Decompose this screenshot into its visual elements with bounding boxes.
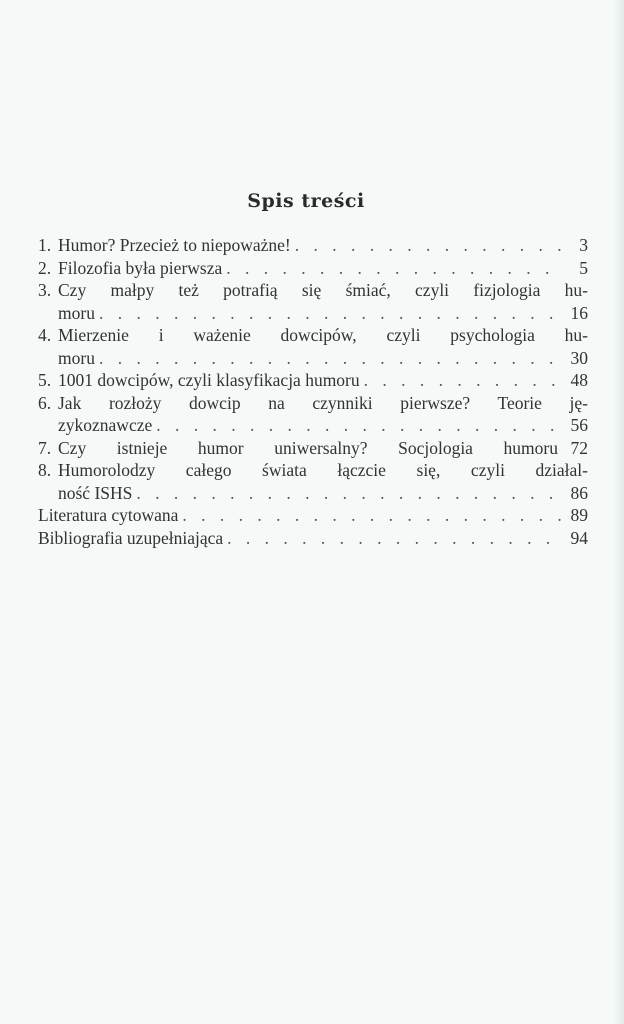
toc-entry — [38, 324, 588, 369]
dot-leader — [136, 482, 564, 505]
entry-title: Bibliografia uzupełniająca — [38, 527, 224, 548]
toc-entry — [38, 257, 588, 280]
entry-page: 30 — [570, 347, 588, 368]
entry-number: 3. — [38, 280, 52, 300]
entry-title: Filozofia była pierwsza — [58, 257, 223, 278]
entry-title: Jak rozłoży dowcip na czynniki pierwsze? Teorie ję- — [58, 392, 588, 413]
entry-title: Humorolodzy całego świata łączcie się, czyli działal- — [58, 460, 588, 480]
entry-page: 16 — [570, 302, 588, 323]
dot-leader — [227, 527, 564, 550]
entry-title-continuation: moru — [58, 302, 95, 323]
entry-number: 5. — [38, 370, 52, 390]
entry-page: 72 — [570, 437, 588, 458]
table-of-contents — [38, 234, 588, 549]
page-title: Spis treści — [247, 190, 365, 212]
entry-number: 1. — [38, 235, 52, 255]
toc-entry — [38, 392, 588, 437]
dot-leader — [364, 369, 564, 392]
toc-entry — [38, 459, 588, 504]
entry-title: Mierzenie i ważenie dowcipów, czyli psychologia hu- — [58, 325, 588, 345]
entry-number: 4. — [38, 325, 52, 345]
toc-entry — [38, 369, 588, 392]
entry-number: 6. — [38, 392, 52, 413]
entry-page: 89 — [570, 505, 588, 525]
entry-title: Humor? Przecież to niepoważne! — [58, 235, 291, 255]
entry-title: Czy istnieje humor uniwersalny? Socjologia humoru — [58, 437, 558, 458]
toc-entry — [38, 279, 588, 324]
toc-entry — [38, 527, 588, 550]
dot-leader — [99, 302, 564, 325]
entry-number: 8. — [38, 460, 52, 480]
dot-leader — [295, 234, 564, 257]
entry-number: 7. — [38, 437, 52, 458]
dot-leader — [226, 257, 564, 280]
entry-title: 1001 dowcipów, czyli klasyfikacja humoru — [58, 370, 360, 390]
entry-title: Czy małpy też potrafią się śmiać, czyli fizjologia hu- — [58, 280, 588, 300]
dot-leader — [99, 347, 564, 370]
entry-page: 94 — [570, 527, 588, 548]
page-edge — [614, 0, 624, 1024]
entry-title-continuation: ność ISHS — [58, 482, 133, 503]
entry-page: 5 — [579, 257, 588, 278]
toc-entry — [38, 504, 588, 527]
entry-page: 3 — [579, 235, 588, 255]
toc-entry — [38, 437, 588, 460]
entry-title: Literatura cytowana — [38, 505, 179, 525]
entry-title-continuation: zykoznawcze — [58, 415, 153, 435]
dot-leader — [156, 414, 564, 437]
entry-title-continuation: moru — [58, 347, 95, 368]
entry-number: 2. — [38, 257, 52, 278]
entry-page: 86 — [570, 482, 588, 503]
entry-page: 48 — [570, 370, 588, 390]
toc-entry — [38, 234, 588, 257]
entry-page: 56 — [570, 415, 588, 435]
dot-leader — [182, 504, 564, 527]
